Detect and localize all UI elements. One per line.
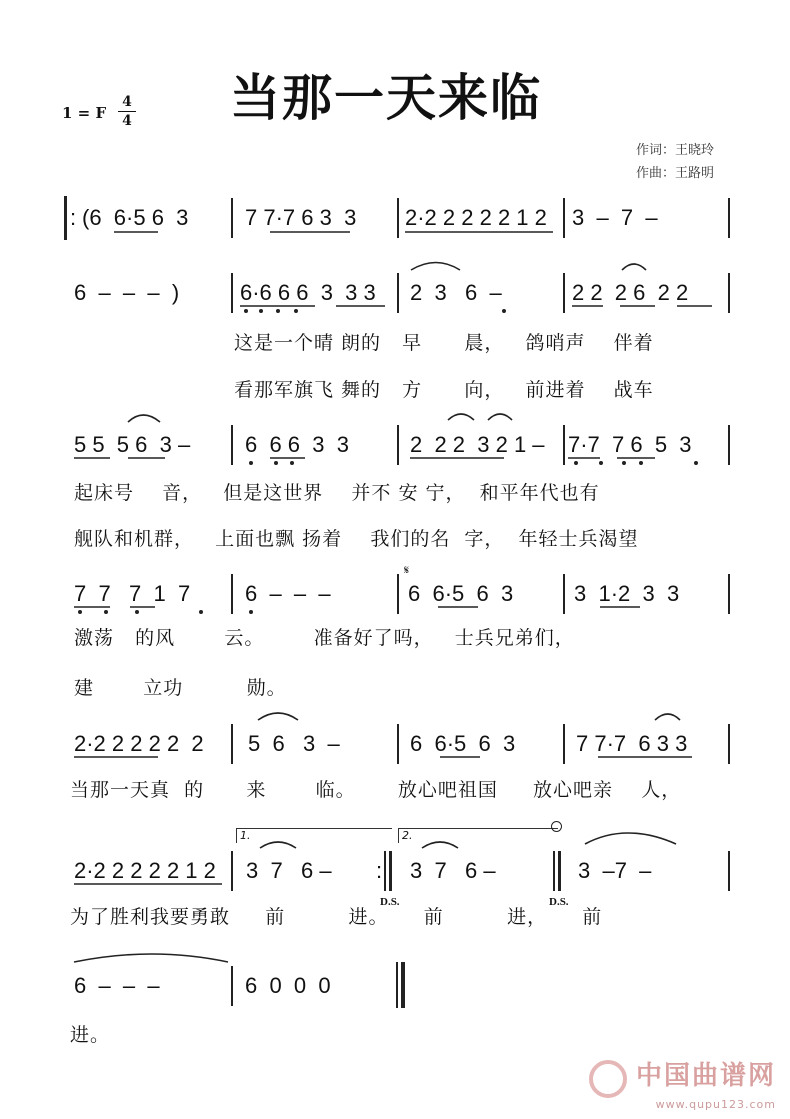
measure: 5 6 3 –: [248, 731, 340, 756]
lyric-line: 建 立功 勋。: [74, 677, 287, 699]
time-signature-bottom: 4: [122, 113, 132, 129]
slurs: [74, 263, 680, 963]
octave-dots: [78, 309, 698, 614]
measure: 7 7·7 6 3 3: [576, 731, 688, 756]
lyric-line: 进。: [70, 1024, 111, 1046]
page-title: 当那一天来临: [230, 69, 542, 127]
watermark-name: 中国曲谱网: [635, 1060, 776, 1091]
measure: 2 2 2 3 2 1 –: [410, 432, 545, 457]
measure: 7 7·7 6 3 3: [245, 205, 357, 230]
measure: 6 – – –: [245, 581, 331, 606]
measure: 3 7 6 –: [410, 858, 496, 883]
measure: 5 5 5 6 3 –: [74, 432, 191, 457]
measure: 6 6·5 6 3: [410, 731, 516, 756]
repeat-end-dots: :: [376, 858, 383, 883]
lyric-line: 看那军旗飞 舞的 方 向， 前进着 战车: [234, 379, 654, 401]
measure: 2·2 2 2 2 2 1 2: [74, 858, 216, 883]
measure: 6·6 6 6 3 3 3: [240, 280, 376, 305]
lyric-line: 舰队和机群， 上面也飘 扬着 我们的名 字， 年轻士兵渴望: [74, 528, 639, 550]
volta-second-ending: 2.: [398, 828, 558, 843]
volta-first-ending: 1.: [236, 828, 392, 843]
measure: 6 6 6 3 3: [245, 432, 349, 457]
measure: 2 3 6 –: [410, 280, 502, 305]
watermark: [589, 1055, 776, 1112]
ds-marking: D.S.: [549, 896, 569, 908]
measure: 6 – – – ): [74, 280, 180, 305]
key-signature: 1 = F: [62, 104, 107, 122]
watermark-logo-icon: [589, 1060, 627, 1098]
segno-icon: 𝄋: [404, 563, 410, 577]
measure: 7·7 7 6 5 3: [568, 432, 692, 457]
lyric-line: 起床号 音， 但是这世界 并不 安 宁， 和平年代也有: [74, 482, 600, 504]
measure: 2·2 2 2 2 2 1 2: [405, 205, 547, 230]
measure: 7 7 7 1 7: [74, 581, 191, 606]
measure: 6 6·5 6 3: [408, 581, 514, 606]
ds-marking: D.S.: [380, 896, 400, 908]
measure: 3 – 7 –: [572, 205, 658, 230]
measure: 3 7 6 –: [246, 858, 332, 883]
lyric-line: 这是一个晴 朗的 早 晨， 鸽哨声 伴着: [234, 332, 654, 354]
composer-credit: 作曲：王路明: [636, 166, 715, 181]
duration-underlines: [74, 232, 712, 884]
watermark-url: www.qupu123.com: [655, 1098, 776, 1111]
lyric-line: 为了胜利我要勇敢 前 进。 前 进， 前: [70, 906, 603, 928]
measure: 3 1·2 3 3: [574, 581, 680, 606]
measure: 2·2 2 2 2 2 2: [74, 731, 204, 756]
lyricist-credit: 作词：王晓玲: [636, 143, 715, 158]
measure: (6 6·5 6 3: [82, 205, 189, 230]
measure: 6 0 0 0: [245, 973, 331, 998]
lyric-line: 当那一天真 的 来 临。 放心吧祖国 放心吧亲 人，: [70, 779, 682, 801]
measure: 6 – – –: [74, 973, 160, 998]
time-signature-top: 4: [122, 94, 132, 110]
measure: 3 –7 –: [578, 858, 652, 883]
repeat-dots: :: [70, 205, 77, 230]
lyric-line: 激荡 的风 云。 准备好了吗， 士兵兄弟们，: [74, 627, 575, 649]
measure: 2 2 2 6 2 2: [572, 280, 689, 305]
